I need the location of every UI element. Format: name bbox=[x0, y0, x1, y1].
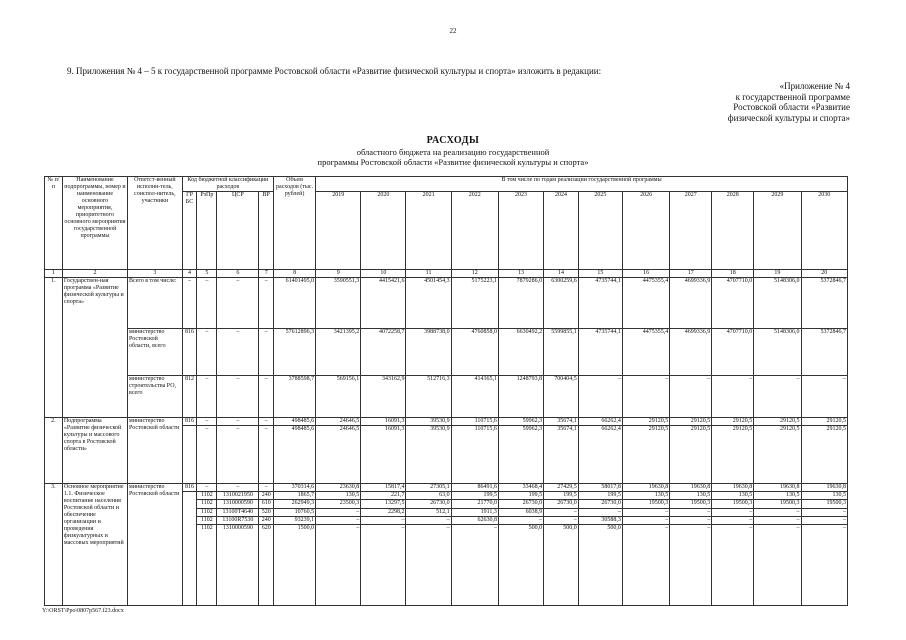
header-year: 2027 bbox=[670, 192, 712, 270]
table-cell: 93239,1 bbox=[274, 516, 316, 524]
header-year: 2021 bbox=[406, 192, 451, 270]
table-cell: 199,5 bbox=[498, 492, 543, 500]
table-cell: 4475355,4 bbox=[622, 329, 669, 376]
table-cell: – bbox=[622, 375, 669, 418]
table-cell: 29120,5 bbox=[670, 426, 712, 484]
table-cell: 199,5 bbox=[544, 492, 579, 500]
table-cell: 19630,8 bbox=[670, 484, 712, 492]
table-cell: 33468,4 bbox=[498, 484, 543, 492]
col-number: 19 bbox=[754, 270, 801, 278]
col-number: 6 bbox=[217, 270, 259, 278]
table-cell: – bbox=[316, 508, 361, 516]
col-number: 12 bbox=[451, 270, 498, 278]
col-number: 5 bbox=[197, 270, 217, 278]
col-number: 17 bbox=[670, 270, 712, 278]
table-cell: – bbox=[259, 278, 274, 329]
header-year: 2024 bbox=[544, 192, 579, 270]
table-cell: 199,5 bbox=[451, 492, 498, 500]
table-cell: 2. bbox=[45, 418, 63, 484]
table-cell: – bbox=[217, 418, 259, 426]
table-cell: – bbox=[361, 524, 406, 605]
table-cell: 370314,6 bbox=[274, 484, 316, 492]
table-cell: – bbox=[259, 418, 274, 426]
table-cell: 86491,6 bbox=[451, 484, 498, 492]
table-cell: – bbox=[217, 375, 259, 418]
table-cell: Основное мероприятие 1.1. Физическое воспитание населения Ростовской области и обеспечение организации и проведения физкультурных и массовых мероприятий bbox=[62, 484, 127, 606]
table-cell: 29120,5 bbox=[622, 426, 669, 484]
table-cell: 3988738,0 bbox=[406, 329, 451, 376]
table-cell: министерство Ростовской области, всего bbox=[128, 329, 183, 376]
table-cell: Всего в том числе: bbox=[128, 278, 183, 329]
table-cell: – bbox=[259, 426, 274, 484]
table-cell: – bbox=[712, 516, 754, 524]
table-cell: – bbox=[670, 375, 712, 418]
table-cell: – bbox=[801, 524, 847, 605]
table-cell: 130,5 bbox=[712, 492, 754, 500]
table-cell: 5372846,7 bbox=[801, 278, 847, 329]
table-cell: 16091,3 bbox=[361, 426, 406, 484]
table-cell: 512716,3 bbox=[406, 375, 451, 418]
table-header-row bbox=[45, 177, 848, 192]
table-cell: 500,0 bbox=[578, 524, 622, 605]
header-year: 2025 bbox=[578, 192, 622, 270]
table-cell: 110715,6 bbox=[451, 418, 498, 426]
table-cell: 700404,5 bbox=[544, 375, 579, 418]
table-cell: 29120,5 bbox=[754, 418, 801, 426]
table-cell: 19630,8 bbox=[801, 484, 847, 492]
col-number: 11 bbox=[406, 270, 451, 278]
table-cell: 23500,3 bbox=[316, 500, 361, 508]
table-cell: министерство Ростовской области bbox=[128, 418, 183, 484]
table-cell: 35674,1 bbox=[544, 426, 579, 484]
table-cell: – bbox=[182, 278, 197, 329]
header-grbs: ГР БС bbox=[182, 192, 197, 270]
annex-heading bbox=[728, 81, 850, 123]
table-cell: 66262,4 bbox=[578, 426, 622, 484]
table-cell: 13297,5 bbox=[361, 500, 406, 508]
column-number-row bbox=[45, 270, 848, 278]
col-number: 8 bbox=[274, 270, 316, 278]
table-row bbox=[45, 329, 848, 376]
table-cell: 1102 bbox=[197, 524, 217, 605]
table-cell: 7879286,0 bbox=[498, 278, 543, 329]
document-subtitle: областного бюджета на реализацию государственной bbox=[356, 147, 550, 157]
table-cell: – bbox=[578, 508, 622, 516]
col-number: 18 bbox=[712, 270, 754, 278]
col-number: 4 bbox=[182, 270, 197, 278]
header-years-label: В том числе по годам реализации государственной программы bbox=[316, 177, 848, 192]
table-cell: 15817,4 bbox=[361, 484, 406, 492]
annex-line: «Приложение № 4 bbox=[779, 81, 850, 91]
amendment-intro: 9. Приложения № 4 – 5 к государственной программе Ростовской области «Развитие физической культуры и спорта» изложить в редакции: bbox=[67, 66, 602, 76]
table-cell: – bbox=[622, 524, 669, 605]
col-number: 7 bbox=[259, 270, 274, 278]
header-num: № п/п bbox=[45, 177, 63, 270]
header-rzpr: РзПр bbox=[197, 192, 217, 270]
page-number: 22 bbox=[449, 27, 457, 35]
table-cell: 569156,1 bbox=[316, 375, 361, 418]
table-cell: 30588,3 bbox=[578, 516, 622, 524]
table-cell: 26730,0 bbox=[578, 500, 622, 508]
table-cell: 262949,3 bbox=[274, 500, 316, 508]
col-number: 9 bbox=[316, 270, 361, 278]
table-cell: 29120,5 bbox=[712, 426, 754, 484]
table-cell: 24646,5 bbox=[316, 426, 361, 484]
table-cell: 812 bbox=[182, 375, 197, 418]
table-cell: 66262,4 bbox=[578, 418, 622, 426]
table-cell: 130,5 bbox=[670, 492, 712, 500]
table-cell: 816 bbox=[182, 484, 197, 492]
table-cell: – bbox=[754, 375, 801, 418]
table-cell: – bbox=[801, 508, 847, 516]
table-cell: – bbox=[259, 329, 274, 376]
table-cell: 19500,3 bbox=[754, 500, 801, 508]
table-cell: 4699336,9 bbox=[670, 329, 712, 376]
table-cell: – bbox=[712, 524, 754, 605]
table-cell: 130,5 bbox=[316, 492, 361, 500]
table-cell: – bbox=[622, 508, 669, 516]
col-number: 14 bbox=[544, 270, 579, 278]
table-cell: 27305,1 bbox=[406, 484, 451, 492]
table-cell: 62630,8 bbox=[451, 516, 498, 524]
table-cell: 59962,3 bbox=[498, 418, 543, 426]
table-cell: 29120,5 bbox=[712, 418, 754, 426]
table-cell: 27429,5 bbox=[544, 484, 579, 492]
table-cell: – bbox=[406, 516, 451, 524]
table-cell: 58017,8 bbox=[578, 484, 622, 492]
table-cell: 19500,3 bbox=[622, 500, 669, 508]
table-cell: 13100Т4640 bbox=[217, 508, 259, 516]
table-cell: – bbox=[670, 516, 712, 524]
table-cell: 2298,2 bbox=[361, 508, 406, 516]
table-cell: – bbox=[217, 484, 259, 492]
header-year: 2019 bbox=[316, 192, 361, 270]
table-cell: – bbox=[498, 516, 543, 524]
table-cell: 35674,1 bbox=[544, 418, 579, 426]
table-cell: 1102 bbox=[197, 500, 217, 508]
table-cell: 3590551,3 bbox=[316, 278, 361, 329]
header-year: 2023 bbox=[498, 192, 543, 270]
header-year: 2020 bbox=[361, 192, 406, 270]
expenses-table bbox=[44, 176, 848, 606]
table-cell: 512,1 bbox=[406, 508, 451, 516]
table-cell: 130,5 bbox=[622, 492, 669, 500]
table-cell: – bbox=[801, 516, 847, 524]
table-cell: – bbox=[361, 516, 406, 524]
table-cell: 4699336,9 bbox=[670, 278, 712, 329]
table-cell: – bbox=[316, 516, 361, 524]
table-cell: 4735744,1 bbox=[578, 278, 622, 329]
table-cell: 500,0 bbox=[498, 524, 543, 605]
table-cell: 5372846,7 bbox=[801, 329, 847, 376]
table-cell: 5175223,1 bbox=[451, 278, 498, 329]
table-cell: 19500,3 bbox=[670, 500, 712, 508]
table-cell: 240 bbox=[259, 492, 274, 500]
table-cell: 19630,8 bbox=[622, 484, 669, 492]
table-cell: Государствен-ная программа «Развитие физической культуры и спорта» bbox=[62, 278, 127, 418]
table-cell: 4415421,6 bbox=[361, 278, 406, 329]
table-cell: – bbox=[801, 375, 847, 418]
table-cell: 620 bbox=[259, 524, 274, 605]
table-cell: 3. bbox=[45, 484, 63, 606]
col-number: 3 bbox=[128, 270, 183, 278]
table-cell: – bbox=[197, 418, 217, 426]
table-cell: 1500,0 bbox=[274, 524, 316, 605]
table-cell: 1310000590 bbox=[217, 524, 259, 605]
annex-line: к государственной программе bbox=[735, 91, 850, 102]
table-cell: 5599855,1 bbox=[544, 329, 579, 376]
table-cell: 19630,8 bbox=[754, 484, 801, 492]
annex-line: Ростовской области «Развитие bbox=[733, 102, 850, 112]
table-cell: – bbox=[754, 508, 801, 516]
table-row bbox=[45, 278, 848, 329]
table-cell: 498485,6 bbox=[274, 426, 316, 484]
table-cell: 221,7 bbox=[361, 492, 406, 500]
table-cell: 63,0 bbox=[406, 492, 451, 500]
table-cell: 110715,6 bbox=[451, 426, 498, 484]
table-cell: – bbox=[712, 375, 754, 418]
table-cell: 1310021950 bbox=[217, 492, 259, 500]
table-cell: – bbox=[197, 484, 217, 492]
table-cell: 10760,5 bbox=[274, 508, 316, 516]
table-cell bbox=[182, 492, 197, 606]
table-cell: – bbox=[622, 516, 669, 524]
table-cell: 1102 bbox=[197, 516, 217, 524]
table-cell: – bbox=[670, 524, 712, 605]
table-cell: 4760858,0 bbox=[451, 329, 498, 376]
table-cell: 1248793,8 bbox=[498, 375, 543, 418]
table-cell: – bbox=[578, 375, 622, 418]
col-number: 10 bbox=[361, 270, 406, 278]
table-row bbox=[45, 375, 848, 418]
table-cell: министерство Ростовской области bbox=[128, 484, 183, 606]
col-number: 16 bbox=[622, 270, 669, 278]
table-cell: 500,0 bbox=[544, 524, 579, 605]
table-cell: – bbox=[259, 375, 274, 418]
document-title: РАСХОДЫ bbox=[426, 135, 480, 146]
table-cell: 1865,7 bbox=[274, 492, 316, 500]
header-name: Наименование подпрограммы, номер и наименование основного мероприятия, приоритетного основного мероприятия государственной программы bbox=[62, 177, 127, 270]
table-cell: 59962,3 bbox=[498, 426, 543, 484]
table-cell: – bbox=[754, 524, 801, 605]
header-year: 2022 bbox=[451, 192, 498, 270]
table-cell: 414365,1 bbox=[451, 375, 498, 418]
table-cell: – bbox=[544, 516, 579, 524]
table-cell: 130,5 bbox=[754, 492, 801, 500]
table-cell: – bbox=[259, 484, 274, 492]
table-cell: 19500,3 bbox=[712, 500, 754, 508]
table-cell: 816 bbox=[182, 418, 197, 426]
col-number: 15 bbox=[578, 270, 622, 278]
table-cell: 816 bbox=[182, 329, 197, 376]
table-cell: – bbox=[197, 426, 217, 484]
col-number: 1 bbox=[45, 270, 63, 278]
table-cell: Подпрограмма «Развитие физической культуры и массового спорта в Ростовской области» bbox=[62, 418, 127, 484]
header-volume: Объем расходов (тыс. рублей) bbox=[274, 177, 316, 270]
table-cell: 21770,0 bbox=[451, 500, 498, 508]
table-cell: 1102 bbox=[197, 508, 217, 516]
table-cell: 3421395,2 bbox=[316, 329, 361, 376]
table-cell: 26730,0 bbox=[406, 500, 451, 508]
table-cell: 6300259,6 bbox=[544, 278, 579, 329]
col-number: 13 bbox=[498, 270, 543, 278]
table-cell: – bbox=[670, 508, 712, 516]
header-year: 2028 bbox=[712, 192, 754, 270]
table-cell: 4707710,0 bbox=[712, 329, 754, 376]
table-cell: 29120,5 bbox=[754, 426, 801, 484]
table-cell: 39530,9 bbox=[406, 426, 451, 484]
table-cell: 1102 bbox=[197, 492, 217, 500]
table-cell: 3788598,7 bbox=[274, 375, 316, 418]
table-cell: 26730,0 bbox=[498, 500, 543, 508]
table-cell: министерство строительства РО, всего bbox=[128, 375, 183, 418]
table-cell: 29120,5 bbox=[670, 418, 712, 426]
table-cell: 130,5 bbox=[801, 492, 847, 500]
table-cell: 240 bbox=[259, 516, 274, 524]
document-subtitle: программы Ростовской области «Развитие физической культуры и спорта» bbox=[317, 157, 589, 167]
table-cell: – bbox=[316, 524, 361, 605]
file-path-footer: Y:\ORST\Ppo\0807p567.f23.docx bbox=[42, 608, 124, 614]
header-year: 2030 bbox=[801, 192, 847, 270]
table-cell: 498485,6 bbox=[274, 418, 316, 426]
table-cell: 29120,5 bbox=[801, 426, 847, 484]
table-cell: 61401495,0 bbox=[274, 278, 316, 329]
header-csr: ЦСР bbox=[217, 192, 259, 270]
table-cell: 6038,9 bbox=[498, 508, 543, 516]
table-cell: – bbox=[754, 516, 801, 524]
table-cell: 23630,8 bbox=[316, 484, 361, 492]
table-cell: – bbox=[197, 375, 217, 418]
table-cell: – bbox=[197, 278, 217, 329]
table-cell: 520 bbox=[259, 508, 274, 516]
table-cell bbox=[182, 426, 197, 484]
table-cell: 6630492,2 bbox=[498, 329, 543, 376]
table-cell: 16091,3 bbox=[361, 418, 406, 426]
table-cell: 343162,9 bbox=[361, 375, 406, 418]
header-year: 2026 bbox=[622, 192, 669, 270]
table-cell: – bbox=[712, 508, 754, 516]
table-cell: – bbox=[406, 524, 451, 605]
table-cell: 19500,3 bbox=[801, 500, 847, 508]
annex-line: физической культуры и спорта» bbox=[727, 112, 850, 123]
table-cell: 5148306,0 bbox=[754, 329, 801, 376]
table-cell: – bbox=[217, 278, 259, 329]
table-cell: 610 bbox=[259, 500, 274, 508]
col-number: 20 bbox=[801, 270, 847, 278]
table-cell: – bbox=[544, 508, 579, 516]
table-cell: 39530,9 bbox=[406, 418, 451, 426]
header-year: 2029 bbox=[754, 192, 801, 270]
table-cell: 5148306,0 bbox=[754, 278, 801, 329]
table-cell: 4475355,4 bbox=[622, 278, 669, 329]
table-cell: – bbox=[217, 329, 259, 376]
table-cell: 29120,5 bbox=[622, 418, 669, 426]
table-cell: 29120,5 bbox=[801, 418, 847, 426]
table-cell: 1911,3 bbox=[451, 508, 498, 516]
table-cell: – bbox=[217, 426, 259, 484]
col-number: 2 bbox=[62, 270, 127, 278]
table-row bbox=[45, 484, 848, 492]
table-cell: 57612896,3 bbox=[274, 329, 316, 376]
header-vr: ВР bbox=[259, 192, 274, 270]
table-cell: – bbox=[451, 524, 498, 605]
table-cell: 19630,8 bbox=[712, 484, 754, 492]
header-kbk: Код бюджетной классификации расходов bbox=[182, 177, 273, 192]
table-row bbox=[45, 418, 848, 426]
header-responsible: Ответст-венный исполни-тель, соиспол-нитель, участники bbox=[128, 177, 183, 270]
table-cell: 1. bbox=[45, 278, 63, 418]
table-cell: 4072258,7 bbox=[361, 329, 406, 376]
table-cell: 4707710,0 bbox=[712, 278, 754, 329]
table-cell: 1310000590 bbox=[217, 500, 259, 508]
table-cell: 26730,0 bbox=[544, 500, 579, 508]
table-cell: 13100R7530 bbox=[217, 516, 259, 524]
table-cell: 24646,5 bbox=[316, 418, 361, 426]
table-cell: – bbox=[197, 329, 217, 376]
table-cell: 4501454,3 bbox=[406, 278, 451, 329]
table-cell: 4735744,1 bbox=[578, 329, 622, 376]
table-cell: 199,5 bbox=[578, 492, 622, 500]
